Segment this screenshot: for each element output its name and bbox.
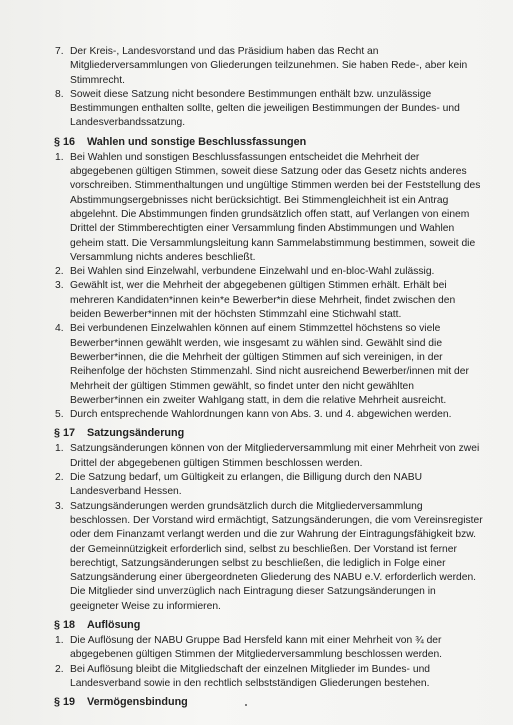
item-number: 2. (55, 472, 64, 484)
list-item (55, 634, 483, 663)
item-number: 3. (55, 280, 64, 292)
item-text: Bei Auflösung bleibt die Mitgliedschaft der einzelnen Mitglieder im Bundes- und Landesverband sowie in den rechtlich selbstständigen Gliederungen bestehen. (70, 663, 431, 689)
section-title: Vermögensbindung (87, 696, 188, 709)
item-number: 5. (55, 409, 64, 421)
item-number: 2. (55, 266, 64, 278)
item-text: Bei verbundenen Einzelwahlen können auf einem Stimmzettel höchstens so viele Bewerber*innen gewählt werden, wie insgesamt zu wählen sind. Gewählt sind die Bewerber*innen, die die Mehrheit der gültigen Stimmen auf sich vereinigen, in der Reihenfolge der höchsten Stimmenzahl. Sind nicht ausreichend Bewerber/innen mit der Mehrheit der gültigen Stimmen gewählt, so findet unter den nicht gewählten Bewerber*innen ein zweiter Wahlgang statt, in dem die relative Mehrheit ausreicht. (70, 323, 469, 406)
list-item (55, 45, 483, 88)
section-title: Wahlen und sonstige Beschlussfassungen (87, 135, 307, 148)
item-text: Bei Wahlen und sonstigen Beschlussfassungen entscheidet die Mehrheit der abgegebenen gültigen Stimmen, soweit diese Satzung oder das Gesetz nichts anderes vorschreiben. Stimmenthaltungen und ungültige Stimmen werden bei der Feststellung des Abstimmungsergebnisses nicht berücksichtigt. Bei Stimmengleichheit ist ein Antrag abgelehnt. Die Abstimmungen finden grundsätzlich offen statt, auf Verlangen von einem Drittel der Stimmberechtigten einer Versammlung finden Abstimmungen und Wahlen geheim statt. Die Versammlungsleitung kann Sammelabstimmung bestimmen, soweit die Versammlung nichts anderes beschließt. (70, 151, 481, 263)
section-16-list (55, 151, 483, 423)
item-text: Die Auflösung der NABU Gruppe Bad Hersfeld kann mit einer Mehrheit von ¾ der abgegebenen gültigen Stimmen der Mitgliederversammlung beschlossen werden. (70, 634, 443, 661)
item-number: 8. (55, 88, 64, 100)
list-item (55, 408, 483, 422)
list-item (55, 88, 483, 131)
list-item (55, 442, 483, 471)
section-heading-19 (54, 695, 483, 709)
item-text: Satzungsänderungen werden grundsätzlich durch die Mitgliederversammlung beschlossen. Der Vorstand wird ermächtigt, Satzungsänderungen, die vom Vereinsregister oder dem Finanzamt verlangt werden und die zur Wahrung der Eintragungsfähigkeit bzw. der Gemeinnützigkeit erforderlich sind, selbst zu beschließen. Der Vorstand ist ferner berechtigt, Satzungsänderungen selbst zu beschließen, die lediglich in Folge einer Satzungsänderung einer übergeordneten Gliederung des NABU e.V. erforderlich werden. Die Mitglieder sind unverzüglich nach Eintragung dieser Satzungsänderungen in geeigneter Weise zu informieren. (70, 500, 483, 612)
item-text: Der Kreis-, Landesvorstand und das Präsidium haben das Recht an Mitgliederversammlungen von Gliederungen teilzunehmen. Sie haben Rede-, aber kein Stimmrecht. (70, 46, 468, 86)
item-number: 7. (55, 46, 64, 57)
section-number: § 16 (54, 135, 76, 148)
scan-speck (245, 704, 247, 706)
item-text: Satzungsänderungen können von der Mitgliederversammlung mit einer Mehrheit von zwei Drittel der abgegebenen gültigen Stimmen beschlossen werden. (70, 443, 480, 469)
item-text: Durch entsprechende Wahlordnungen kann von Abs. 3. und 4. abgewichen werden. (70, 409, 452, 421)
top-list (55, 45, 483, 131)
list-item (55, 471, 483, 500)
item-text: Die Satzung bedarf, um Gültigkeit zu erlangen, die Billigung durch den NABU Landesverband Hessen. (70, 472, 423, 498)
item-number: 3. (55, 500, 64, 512)
item-text: Soweit diese Satzung nicht besondere Bestimmungen enthält bzw. unzulässige Bestimmungen enthalten sollte, gelten die jeweiligen Bestimmungen der Bundes- und Landesverbandssatzung. (70, 88, 460, 129)
list-item (55, 663, 483, 692)
list-item (55, 265, 483, 279)
section-number: § 19 (54, 696, 76, 709)
item-number: 1. (55, 151, 64, 163)
section-heading-17 (54, 426, 483, 440)
section-18-list (55, 634, 483, 691)
item-number: 2. (55, 663, 64, 675)
section-number: § 17 (54, 427, 76, 440)
item-number: 1. (55, 634, 64, 646)
list-item (55, 279, 483, 322)
item-text: Bei Wahlen sind Einzelwahl, verbundene Einzelwahl und en-bloc-Wahl zulässig. (70, 266, 435, 278)
item-text: Gewählt ist, wer die Mehrheit der abgegebenen gültigen Stimmen erhält. Erhält bei mehreren Kandidaten*innen kein*e Bewerber*in diese Mehrheit, findet zwischen den beiden Bewerber*innen mit der höchsten Stimmzahl eine Stichwahl statt. (70, 280, 456, 321)
list-item (55, 151, 483, 265)
section-heading-16 (54, 135, 483, 149)
section-number: § 18 (54, 618, 76, 631)
section-heading-18 (54, 618, 483, 632)
item-number: 1. (55, 443, 64, 455)
section-title: Auflösung (87, 618, 141, 631)
list-item (55, 500, 483, 614)
item-number: 4. (55, 323, 64, 335)
list-item (55, 322, 483, 408)
section-17-list (55, 442, 483, 614)
section-title: Satzungsänderung (87, 427, 185, 440)
